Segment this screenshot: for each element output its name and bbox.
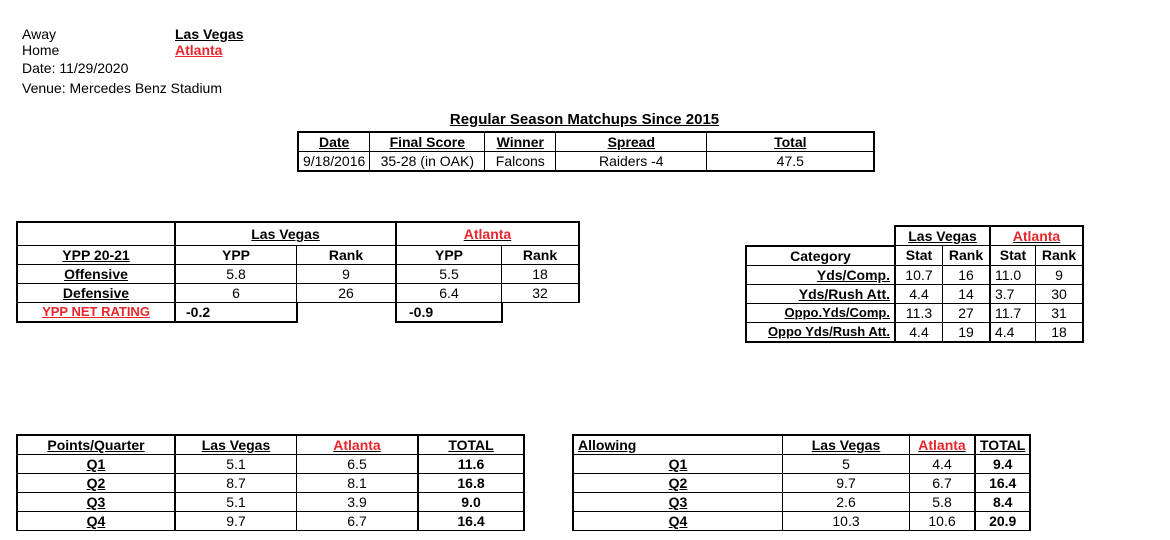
- category-col-rank-1: Rank: [943, 246, 991, 266]
- ypp-team2-header: Atlanta: [396, 222, 579, 246]
- ypp-t2-ypp: 6.4: [396, 284, 502, 303]
- category-t1-stat: 11.3: [895, 303, 943, 322]
- ypp-t1-net: -0.2: [175, 303, 297, 323]
- category-row-label: Yds/Comp.: [746, 265, 895, 284]
- allowing-total: 20.9: [975, 512, 1030, 531]
- matchup-spread: Raiders -4: [556, 152, 707, 172]
- points-t1: 9.7: [175, 512, 297, 531]
- allowing-total-header: TOTAL: [975, 435, 1030, 455]
- matchups-header-date: Date: [298, 132, 370, 152]
- points-t2: 6.5: [297, 455, 419, 474]
- points-total: 16.4: [418, 512, 524, 531]
- points-total-header: TOTAL: [418, 435, 524, 455]
- matchups-header-spread: Spread: [556, 132, 707, 152]
- ypp-t1-ypp: 6: [175, 284, 297, 303]
- category-team2-header: Atlanta: [990, 226, 1083, 246]
- allowing-t2: 4.4: [910, 455, 976, 474]
- ypp-t2-rank: 32: [502, 284, 580, 303]
- category-corner: [746, 226, 895, 246]
- category-team1-header: Las Vegas: [895, 226, 990, 246]
- category-row-label: Oppo.Yds/Comp.: [746, 303, 895, 322]
- allowing-t2: 10.6: [910, 512, 976, 531]
- category-col-rank-2: Rank: [1036, 246, 1084, 266]
- ypp-t1-rank: 26: [297, 284, 397, 303]
- ypp-t2-rank: 18: [502, 265, 580, 284]
- ypp-team1-header: Las Vegas: [175, 222, 396, 246]
- matchup-date: 9/18/2016: [298, 152, 370, 172]
- allowing-total: 16.4: [975, 474, 1030, 493]
- allowing-table: [572, 434, 1031, 531]
- allowing-t2: 5.8: [910, 493, 976, 512]
- points-t1: 5.1: [175, 493, 297, 512]
- points-title: Points/Quarter: [17, 435, 175, 455]
- matchups-header-winner: Winner: [485, 132, 556, 152]
- category-t2-rank: 18: [1036, 322, 1084, 342]
- allowing-quarter: Q2: [573, 474, 783, 493]
- game-venue: Venue: Mercedes Benz Stadium: [22, 80, 223, 96]
- allowing-quarter: Q1: [573, 455, 783, 474]
- points-total: 16.8: [418, 474, 524, 493]
- away-team: Las Vegas: [175, 26, 244, 42]
- category-t2-stat: 4.4: [990, 322, 1036, 342]
- category-col-stat-2: Stat: [990, 246, 1036, 266]
- ypp-t1-rank: 9: [297, 265, 397, 284]
- matchup-score: 35-28 (in OAK): [370, 152, 485, 172]
- category-t1-stat: 4.4: [895, 284, 943, 303]
- points-team1-header: Las Vegas: [175, 435, 297, 455]
- matchups-header-score: Final Score: [370, 132, 485, 152]
- ypp-corner: [17, 222, 175, 246]
- ypp-net-gap: [297, 303, 397, 323]
- allowing-total: 9.4: [975, 455, 1030, 474]
- allowing-team2-header: Atlanta: [910, 435, 976, 455]
- points-t2: 6.7: [297, 512, 419, 531]
- points-t2: 8.1: [297, 474, 419, 493]
- category-t2-rank: 9: [1036, 265, 1084, 284]
- category-t2-stat: 3.7: [990, 284, 1036, 303]
- allowing-quarter: Q4: [573, 512, 783, 531]
- ypp-row-label: Offensive: [17, 265, 175, 284]
- ypp-t2-net: -0.9: [396, 303, 502, 323]
- points-t1: 8.7: [175, 474, 297, 493]
- matchups-header-total: Total: [707, 132, 875, 152]
- allowing-team1-header: Las Vegas: [783, 435, 910, 455]
- category-table: [745, 225, 1084, 343]
- ypp-col-rank-1: Rank: [297, 246, 397, 265]
- category-row-label: Oppo Yds/Rush Att.: [746, 322, 895, 342]
- category-t1-rank: 27: [943, 303, 991, 322]
- allowing-t1: 9.7: [783, 474, 910, 493]
- home-team: Atlanta: [175, 42, 223, 58]
- points-total: 11.6: [418, 455, 524, 474]
- ypp-col-rank-2: Rank: [502, 246, 580, 265]
- category-t2-rank: 31: [1036, 303, 1084, 322]
- matchup-total: 47.5: [707, 152, 875, 172]
- ypp-col-ypp-2: YPP: [396, 246, 502, 265]
- category-t2-stat: 11.0: [990, 265, 1036, 284]
- points-quarter: Q4: [17, 512, 175, 531]
- category-t1-rank: 14: [943, 284, 991, 303]
- allowing-t1: 2.6: [783, 493, 910, 512]
- category-row-label: Yds/Rush Att.: [746, 284, 895, 303]
- ypp-table: [16, 221, 580, 323]
- allowing-t2: 6.7: [910, 474, 976, 493]
- away-label: Away: [22, 26, 56, 42]
- ypp-t1-ypp: 5.8: [175, 265, 297, 284]
- points-t1: 5.1: [175, 455, 297, 474]
- points-team2-header: Atlanta: [297, 435, 419, 455]
- ypp-col-ypp-1: YPP: [175, 246, 297, 265]
- allowing-t1: 5: [783, 455, 910, 474]
- home-label: Home: [22, 42, 60, 58]
- points-total: 9.0: [418, 493, 524, 512]
- ypp-t2-ypp: 5.5: [396, 265, 502, 284]
- category-col-stat-1: Stat: [895, 246, 943, 266]
- category-t2-rank: 30: [1036, 284, 1084, 303]
- matchups-title: Regular Season Matchups Since 2015: [449, 111, 720, 128]
- category-t1-rank: 16: [943, 265, 991, 284]
- category-col-label: Category: [746, 246, 895, 266]
- points-quarter: Q1: [17, 455, 175, 474]
- allowing-title: Allowing: [573, 435, 783, 455]
- allowing-t1: 10.3: [783, 512, 910, 531]
- ypp-net-label: YPP NET RATING: [17, 303, 175, 323]
- points-quarter: Q3: [17, 493, 175, 512]
- ypp-net-gap-2: [502, 303, 580, 323]
- category-t1-stat: 10.7: [895, 265, 943, 284]
- points-table: [16, 434, 525, 531]
- category-t1-rank: 19: [943, 322, 991, 342]
- allowing-quarter: Q3: [573, 493, 783, 512]
- points-t2: 3.9: [297, 493, 419, 512]
- game-date: Date: 11/29/2020: [22, 60, 129, 76]
- ypp-title: YPP 20-21: [17, 246, 175, 265]
- points-quarter: Q2: [17, 474, 175, 493]
- category-t2-stat: 11.7: [990, 303, 1036, 322]
- allowing-total: 8.4: [975, 493, 1030, 512]
- ypp-row-label: Defensive: [17, 284, 175, 303]
- category-t1-stat: 4.4: [895, 322, 943, 342]
- matchups-table: [297, 131, 875, 172]
- matchup-winner: Falcons: [485, 152, 556, 172]
